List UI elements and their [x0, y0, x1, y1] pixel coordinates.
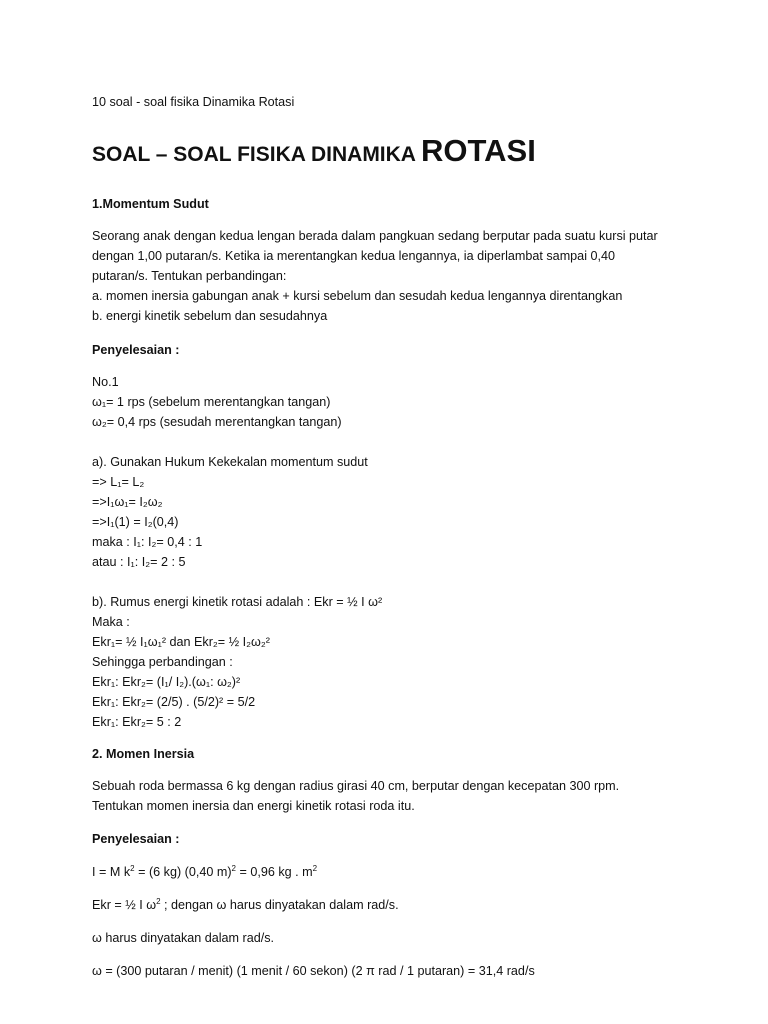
title-emphasis: ROTASI — [421, 133, 536, 168]
q1-part-b-line: Sehingga perbandingan : — [92, 655, 233, 669]
q1-part-a-line: maka : I₁: I₂= 0,4 : 1 — [92, 535, 203, 549]
q1-part-a-line: atau : I₁: I₂= 2 : 5 — [92, 555, 186, 569]
q1-problem-line: b. energi kinetik sebelum dan sesudahnya — [92, 309, 328, 323]
q1-solution-label: Penyelesaian : — [92, 343, 180, 357]
q2-heading: 2. Momen Inersia — [92, 747, 195, 761]
q2-solution-label: Penyelesaian : — [92, 832, 180, 846]
q1-part-a-line: a). Gunakan Hukum Kekekalan momentum sudut — [92, 455, 368, 469]
q1-part-a-line: =>I₁ω₁= I₂ω₂ — [92, 495, 163, 509]
q2-inertia-equation: I = M $k^2 = (6$ kg) (0,40 m)$^2$ = 0,96 kg . $m^2$ — [92, 863, 318, 879]
q2-problem-line: Sebuah roda bermassa 6 kg dengan radius girasi 40 cm, berputar dengan kecepatan 300 rpm. — [92, 779, 620, 793]
q1-problem-line: dengan 1,00 putaran/s. Ketika ia merentangkan kedua lengannya, ia diperlambat sampai 0,40 — [92, 249, 615, 263]
document-title — [92, 132, 536, 169]
q1-part-b-line: Ekr₁: Ekr₂= (2/5) . (5/2)² = 5/2 — [92, 695, 256, 709]
q2-note: ω harus dinyatakan dalam rad/s. — [92, 931, 275, 945]
q1-given-line: ω₂= 0,4 rps (sesudah merentangkan tangan) — [92, 415, 342, 429]
q1-part-a-line: =>I₁(1) = I₂(0,4) — [92, 515, 179, 529]
q1-part-b-line: Ekr₁= ½ I₁ω₁² dan Ekr₂= ½ I₂ω₂² — [92, 635, 270, 649]
q2-problem-line: Tentukan momen inersia dan energi kinetik rotasi roda itu. — [92, 799, 415, 813]
q1-part-a-line: => L₁= L₂ — [92, 475, 145, 489]
q1-heading: 1.Momentum Sudut — [92, 197, 209, 211]
q1-part-b-line: Maka : — [92, 615, 130, 629]
document-header: 10 soal - soal fisika Dinamika Rotasi — [92, 95, 295, 109]
q1-part-b-line: Ekr₁: Ekr₂= 5 : 2 — [92, 715, 182, 729]
title-prefix: SOAL – SOAL FISIKA DINAMIKA — [92, 143, 422, 166]
q1-problem-line: putaran/s. Tentukan perbandingan: — [92, 269, 287, 283]
q1-part-b-line: Ekr₁: Ekr₂= (I₁/ I₂).(ω₁: ω₂)² — [92, 675, 241, 689]
q1-problem-line: Seorang anak dengan kedua lengan berada dalam pangkuan sedang berputar pada suatu kursi putar — [92, 229, 658, 243]
q2-omega-equation: ω = (300 putaran / menit) (1 menit / 60 sekon) (2 π rad / 1 putaran) = 31,4 rad/s — [92, 964, 535, 978]
q1-given-line: ω₁= 1 rps (sebelum merentangkan tangan) — [92, 395, 331, 409]
q1-part-b-line: b). Rumus energi kinetik rotasi adalah : Ekr = ½ I ω² — [92, 595, 383, 609]
q2-energy-equation: Ekr = ½ I $\omega^2$ ; dengan ω harus dinyatakan dalam rad/s. — [92, 896, 399, 912]
q1-given-line: No.1 — [92, 375, 119, 389]
q1-problem-line: a. momen inersia gabungan anak + kursi sebelum dan sesudah kedua lengannya direntangkan — [92, 289, 623, 303]
